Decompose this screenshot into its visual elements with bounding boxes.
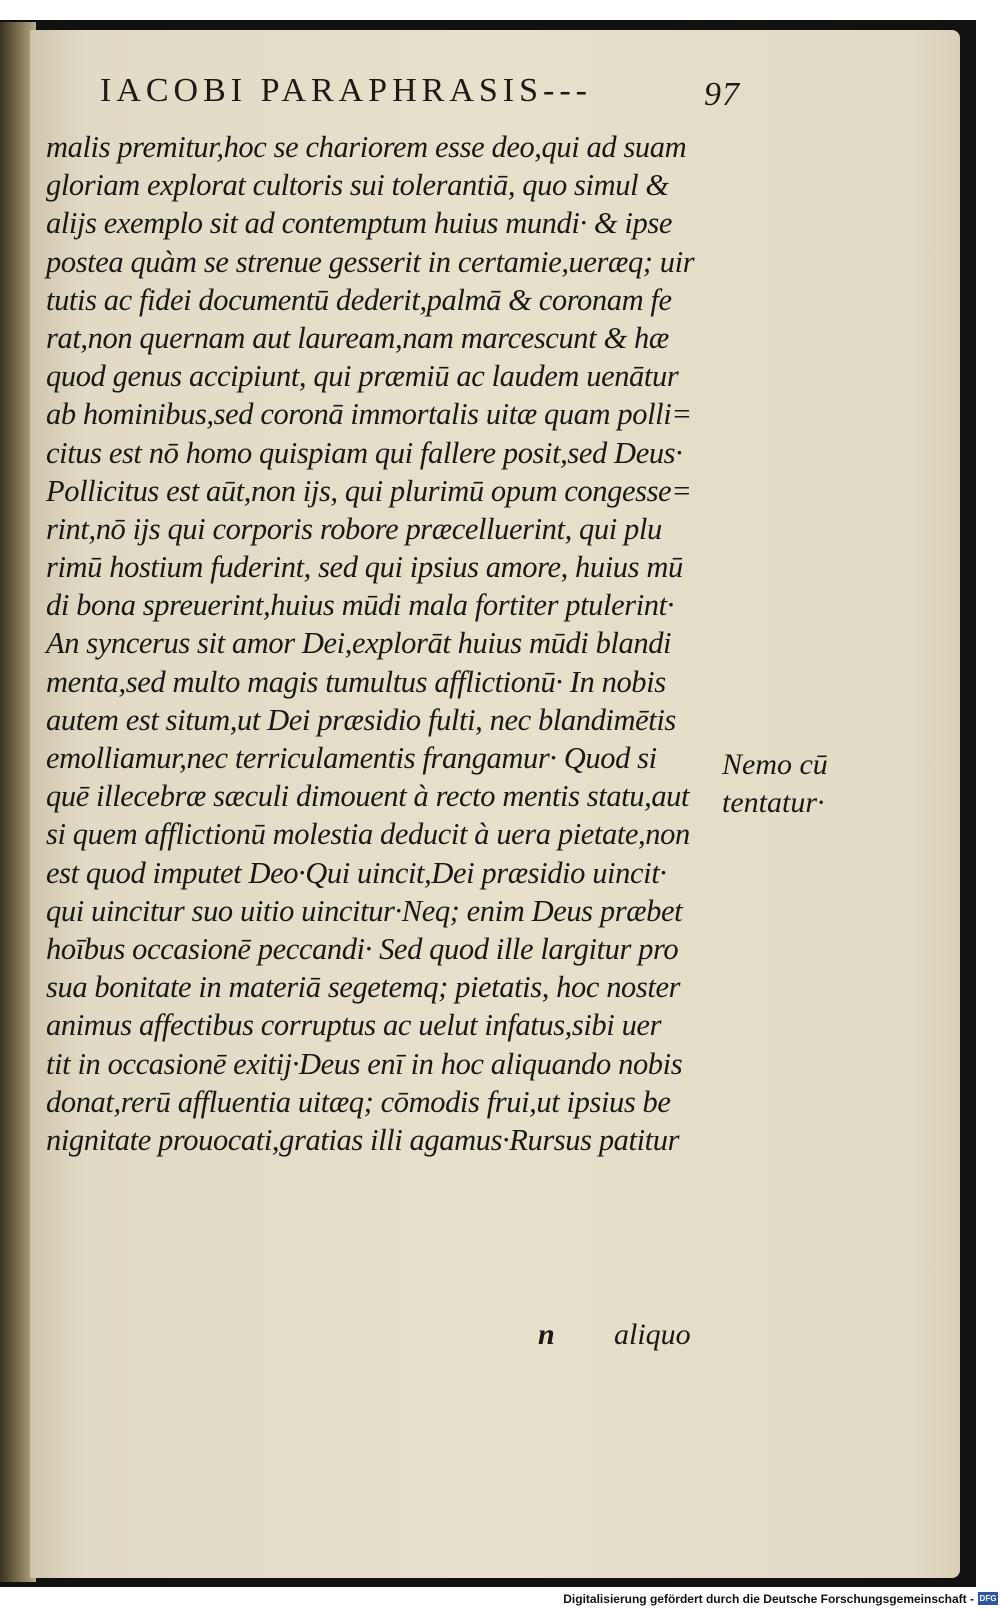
catchword-line (528, 1318, 708, 1358)
text-line: rint,nō ijs qui corporis robore præcelluerint, qui plu (46, 511, 662, 546)
main-text-block (46, 128, 732, 1159)
text-line: di bona spreuerint,huius mūdi mala fortiter ptulerint· (46, 588, 674, 623)
footer-bar (0, 1588, 1000, 1611)
text-line: postea quàm se strenue gesserit in certamie,ueræq; uir (46, 244, 695, 279)
text-line: tit in occasionē exitij·Deus enī in hoc aliquando nobis (46, 1046, 683, 1081)
text-line: menta,sed multo magis tumultus afflictionū· In nobis (46, 664, 666, 699)
text-line: emolliamur,nec terriculamentis frangamur· Quod si (46, 741, 657, 775)
text-line: est quod imputet Deo·Qui uincit,Dei præsidio uincit· (46, 855, 667, 890)
text-line: rat,non quernam aut lauream,nam marcescunt & hæ (46, 320, 669, 355)
catchword: aliquo (614, 1318, 691, 1351)
text-line: gloriam explorat cultoris sui tolerantiā, quo simul & (46, 168, 669, 203)
text-line: citus est nō homo quispiam qui fallere posit,sed Deus· (46, 435, 683, 470)
text-line: An syncerus sit amor Dei,explorāt huius mūdi blandi (46, 626, 672, 661)
text-line: ab hominibus,sed coronā immortalis uitæ quam polli= (46, 397, 692, 432)
funding-credit: Digitalisierung gefördert durch die Deutsche Forschungsgemeinschaft - (563, 1592, 974, 1606)
text-line: quē illecebræ sæculi dimouent à recto mentis statu,aut (46, 779, 690, 814)
text-line: alijs exemplo sit ad contemptum huius mundi· & ipse (46, 206, 672, 241)
text-line: sua bonitate in materiā segetemq; pietatis, hoc noster (46, 970, 681, 1005)
marginal-note-line: Nemo cū (722, 748, 828, 781)
text-line: Pollicitus est aūt,non ijs, qui plurimū opum congesse= (46, 473, 692, 508)
text-line: rimū hostium fuderint, sed qui ipsius amore, huius mū (46, 550, 683, 585)
page-header (100, 72, 740, 116)
page-number: 97 (704, 76, 740, 113)
text-line: malis premitur,hoc se chariorem esse deo,qui ad suam (46, 130, 687, 164)
marginal-note (722, 746, 862, 822)
text-line: autem est situm,ut Dei præsidio fulti, nec blandimētis (46, 702, 676, 737)
text-line: si quem afflictionū molestia deducit à uera pietate,non (46, 817, 690, 852)
text-line: donat,rerū affluentia uitæq; cōmodis frui,ut ipsius be (46, 1084, 671, 1119)
text-line: hoībus occasionē peccandi· Sed quod ille largitur pro (46, 931, 679, 966)
text-line: qui uincitur suo uitio uincitur·Neq; enim Deus præbet (46, 893, 683, 928)
text-line: quod genus accipiunt, qui præmiū ac laudem uenātur (46, 359, 679, 394)
dfg-logo: DFG (979, 1594, 997, 1603)
text-line: animus affectibus corruptus ac uelut infatus,sibi uer (46, 1008, 662, 1043)
marginal-note-line: tentatur· (722, 786, 825, 819)
text-line: tutis ac fidei documentū dederit,palmā & coronam fe (46, 282, 672, 317)
signature-mark: n (538, 1318, 555, 1351)
text-line: nignitate prouocati,gratias illi agamus·Rursus patitur (46, 1122, 680, 1157)
running-title: IACOBI PARAPHRASIS--- (100, 72, 592, 109)
